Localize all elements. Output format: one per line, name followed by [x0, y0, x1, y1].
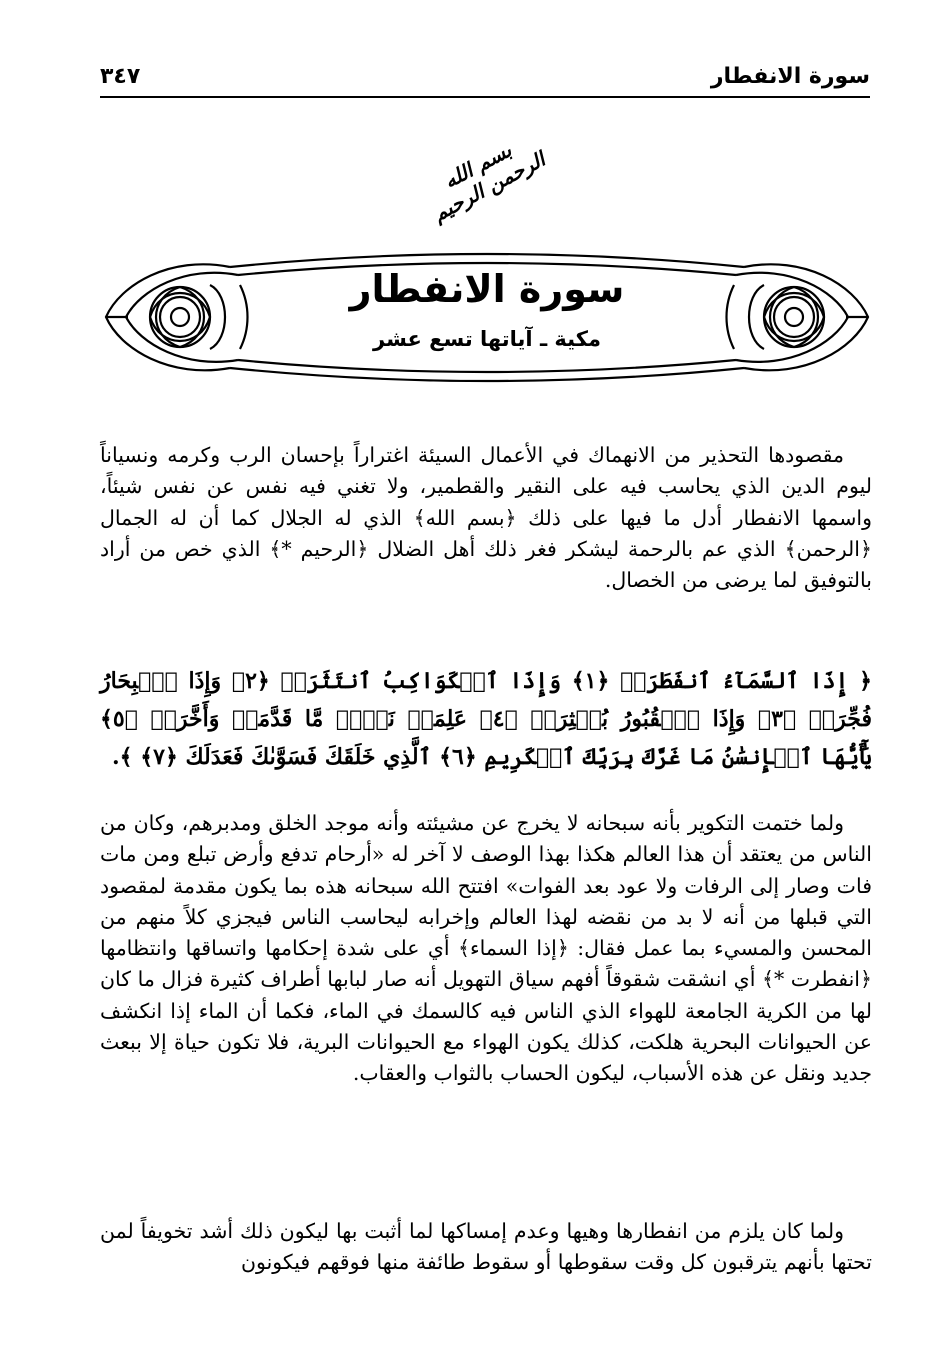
basmala-text: بسم الله الرحمن الرحيم	[428, 137, 549, 226]
surah-name: سورة الانفطار	[349, 267, 625, 311]
paragraph-continuation: ولما كان يلزم من انفطارها وهيها وعدم إمساكها لما أثبت بها ليكون ذلك أشد تخويفاً لمن تحتها بأنهم يترقبون كل وقت سقوطها أو سقوط طائفة منها فوقهم فيكونون	[100, 1219, 872, 1275]
header-surah-title: سورة الانفطار	[710, 64, 870, 89]
running-header	[100, 58, 870, 98]
surah-info: مكية ـ آياتها تسع عشر	[373, 327, 601, 351]
quran-verses: ﴿ إِذَا ٱلسَّمَآءُ ٱنفَطَرَتۡ ﴿١﴾ وَإِذَا ٱلۡكَوَاكِبُ ٱنتَثَرَتۡ ﴿٢﴾ وَإِذَا ٱلۡبِحَارُ فُجِّرَتۡ ﴿٣﴾ وَإِذَا ٱلۡقُبُورُ بُعۡثِرَتۡ ﴿٤﴾ عَلِمَتۡ نَفۡسٞ مَّا قَدَّمَتۡ وَأَخَّرَتۡ ﴿٥﴾ يَٰٓأَيُّهَا ٱلۡإِنسَٰنُ مَا غَرَّكَ بِرَبِّكَ ٱلۡكَرِيمِ ﴿٦﴾ ٱلَّذِي خَلَقَكَ فَسَوَّىٰكَ فَعَدَلَكَ ﴿٧﴾ ﴾.	[100, 668, 872, 770]
paragraph-intro: مقصودها التحذير من الانهماك في الأعمال السيئة اغتراراً بإحسان الرب وكرمه ونسياناً ليوم الدين الذي يحاسب فيه على النقير والقطمير، ولا تغني فيه نفس عن نفس شيئاً، واسمها الانفطار أدل ما فيها على ذلك ﴿بسم الله﴾ الذي له الجلال كما أن له الجمال ﴿الرحمن﴾ الذي عم بالرحمة ليشكر فغر ذلك أهل الضلال ﴿الرحيم *﴾ الذي خص من أراد بالتوفيق لما يرضى من الخصال.	[100, 443, 872, 593]
page-number: ٣٤٧	[100, 64, 141, 89]
surah-title-frame	[100, 245, 874, 390]
basmala-calligraphy	[418, 108, 548, 243]
paragraph-commentary: ولما ختمت التكوير بأنه سبحانه لا يخرج عن مشيئته وأنه موجد الخلق ومدبرهم، وكان من الناس من يعتقد أن هذا العالم هكذا بهذا الوصف لا آخر له «أرحام تدفع وأرض تبلع ومن مات فات وصار إلى الرفات ولا عود بعد الفوات» افتتح الله سبحانه هذه بما يكون مقدمة لمقصود التي قبلها من أنه لا بد من نقضه لهذا العالم وإخرابه ليحاسب الناس فيجزي كلاً منهم من المحسن والمسيء بما عمل فقال: ﴿إذا السماء﴾ أي على شدة إحكامها واتساقها وانتظامها ﴿انفطرت *﴾ أي انشقت شقوقاً أفهم سياق التهويل أنه صار لبابها أطراف كثيرة فزال ما كان لها من الكرية الجامعة للهواء الذي الناس فيه كالسمك في الماء، فكما أن الماء إذا انكشف عن الحيوانات البحرية هلكت، كذلك يكون الهواء مع الحيوانات البرية، فلا تكون حياة إلا ببعث جديد ونقل عن هذه الأسباب، ليكون الحساب بالثواب والعقاب.	[100, 811, 872, 1086]
